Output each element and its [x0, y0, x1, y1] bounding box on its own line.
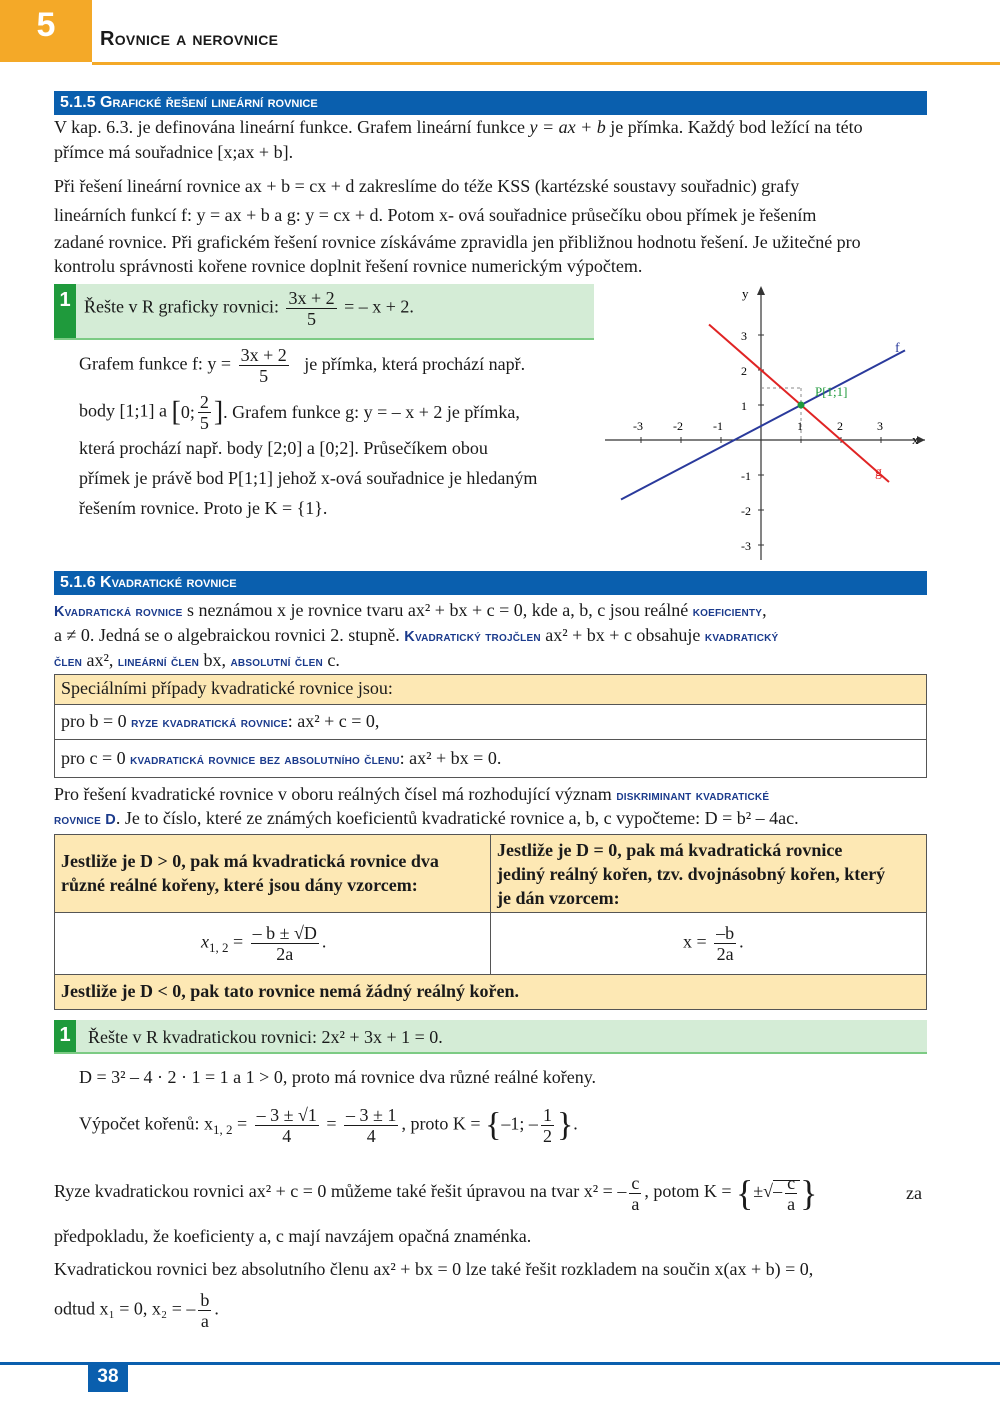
y-tick-label: -1 [741, 469, 751, 483]
special-cases-table [54, 674, 927, 778]
numerator: – b ± √D [252, 923, 317, 943]
text: –1; – [501, 1113, 538, 1134]
text: = – x + 2. [344, 296, 414, 317]
text: . [214, 1298, 219, 1319]
numerator: 3x + 2 [288, 288, 335, 308]
intersection-label: P[1;1] [815, 384, 848, 399]
denominator: 5 [199, 413, 209, 433]
text: V kap. 6.3. je definována lineární funkce. Grafem lineární funkce [54, 117, 530, 137]
text: pro b = 0 [61, 711, 132, 731]
denominator: 4 [366, 1126, 376, 1146]
text: , proto K = [401, 1113, 481, 1134]
text: x = [683, 931, 707, 952]
text: Ryze kvadratickou rovnici ax² + c = 0 můžeme také řešit úpravou na tvar x² = – [54, 1181, 627, 1202]
text: y = ax + b [529, 117, 606, 137]
term: ryze kvadratická rovnice [131, 715, 288, 731]
text: = [326, 1113, 337, 1134]
fraction [714, 923, 736, 964]
solution-line-1: D = 3² – 4 · 2 · 1 = 1 a 1 > 0, proto má rovnice dva různé reálné kořeny. [79, 1067, 597, 1087]
x-tick-label: 2 [837, 419, 843, 433]
solution-line-2: body [1;1] a [0; $\frac{2}{5}$ ]. Grafem funkce g: y = – x + 2 je přímka, [79, 392, 520, 433]
numerator: c [787, 1172, 796, 1193]
numerator: c [631, 1172, 640, 1193]
text: s neznámou x je rovnice tvaru ax² + bx + c = 0, kde a, b, c jsou reálné [182, 600, 693, 620]
text: . Je to číslo, které ze známých koeficientů kvadratické rovnice a, b, c vypočteme: D = b² – 4ac. [115, 808, 799, 828]
paragraph-quadratic-definition [54, 598, 927, 673]
text: a ≠ 0. Jedná se o algebraickou rovnici 2. stupně. [54, 625, 405, 645]
fraction [198, 392, 211, 433]
linear-graph [600, 280, 930, 565]
numerator: 1 [542, 1105, 552, 1125]
paragraph-discriminant [54, 782, 927, 830]
text: je přímka. Každý bod ležící na této [605, 117, 863, 137]
paragraph-linear-function [54, 115, 927, 165]
cell-d-negative: Jestliže je D < 0, pak tato rovnice nemá žádný reálný kořen. [55, 975, 926, 1009]
term: koeficienty [692, 604, 763, 620]
y-tick-label: -3 [741, 539, 751, 553]
denominator: 4 [282, 1126, 292, 1146]
footer-rule [0, 1362, 1000, 1365]
paragraph-graphical-solution [54, 172, 927, 278]
denominator: a [200, 1311, 209, 1331]
tail-line-2: předpokladu, že koeficienty a, c mají navzájem opačná znaménka. [54, 1226, 532, 1246]
y-tick-label: 1 [741, 399, 747, 413]
intersection-point [798, 402, 805, 409]
term: Kvadratická rovnice [54, 604, 183, 620]
fraction [286, 288, 336, 329]
denominator: 2 [542, 1126, 552, 1146]
term: rovnice D [54, 812, 116, 828]
x-axis-label: x [912, 432, 919, 447]
text: Pro řešení kvadratické rovnice v oboru reálných čísel má rozhodující význam [54, 784, 617, 804]
table-head: Speciálními případy kvadratické rovnice jsou: [55, 675, 926, 705]
text: ± [753, 1181, 764, 1202]
fraction [198, 1290, 211, 1331]
header-rule [92, 62, 1000, 65]
text-line: kontrolu správnosti kořene rovnice doplnit řešení rovnice numerickým výpočtem. [54, 256, 643, 276]
term: absolutní člen [230, 654, 323, 670]
term: člen [54, 654, 83, 670]
text: Grafem funkce f: y = [79, 353, 232, 374]
numerator: b [200, 1290, 210, 1310]
subscript: 1, 2 [209, 940, 229, 956]
chapter-title: Rovnice a nerovnice [100, 28, 279, 50]
text: Výpočet kořenů: x [79, 1113, 213, 1134]
text: 0; [180, 402, 195, 422]
numerator: – 3 ± 1 [346, 1105, 397, 1125]
ticks [633, 329, 883, 553]
example-task: Řešte v R kvadratickou rovnici: 2x² + 3x + 1 = 0. [88, 1027, 443, 1047]
denominator: a [787, 1193, 796, 1214]
text: : ax² + bx = 0. [399, 748, 502, 768]
solution-line-2: Výpočet kořenů: $x_{1, 2}$ = $\frac{- 3 \pm √1}{4}$ = $\frac{- 3 \pm 1}{4}$ , proto K = {–1; – $\frac{1}{2}$ }. [79, 1105, 578, 1146]
text: , potom K = [644, 1181, 732, 1202]
text-line: Při řešení lineární rovnice ax + b = cx + d zakreslíme do téže KSS (kartézské soustavy souřadnic) grafy [54, 176, 800, 196]
denominator: 5 [259, 366, 269, 386]
f-label: f [895, 341, 900, 356]
term: kvadratická rovnice bez absolutního členu [130, 752, 400, 768]
numerator: 2 [199, 392, 209, 412]
table-row [55, 705, 926, 740]
text: bx, [199, 650, 231, 670]
section-title-516: 5.1.6 Kvadratické rovnice [54, 571, 927, 595]
text: = [236, 1113, 248, 1134]
fraction [239, 345, 289, 386]
text-line: různé reálné kořeny, které jsou dány vzorcem: [61, 875, 418, 895]
x-tick-label: -3 [633, 419, 643, 433]
text-line: zadané rovnice. Při grafickém řešení rovnice získáváme zpravidla jen přibližnou hodnotu řešení. Je užitečné pro [54, 232, 861, 252]
text: ax², [82, 650, 118, 670]
text: je přímka, která prochází např. [304, 353, 526, 374]
term: kvadratický [704, 629, 779, 645]
fraction [344, 1105, 398, 1146]
cell-d-positive [55, 835, 491, 913]
x-tick-label: -2 [673, 419, 683, 433]
roots-table [54, 834, 927, 1010]
cell-d-zero [491, 835, 926, 913]
text-line: Jestliže je D > 0, pak má kvadratická rovnice dva [61, 851, 439, 871]
y-tick-label: 2 [741, 364, 747, 378]
solution-line-1 [79, 345, 525, 386]
solution-line-4: přímek je právě bod P[1;1] jehož x-ová souřadnice je hledaným [79, 468, 538, 488]
text: . Grafem funkce g: y = – x + 2 je přímka, [223, 402, 520, 422]
section-title-515: 5.1.5 Grafické řešení lineární rovnice [54, 91, 927, 115]
fraction [541, 1105, 554, 1146]
page-number: 38 [88, 1362, 128, 1392]
fraction [785, 1173, 797, 1214]
solution-line-3: která prochází např. body [2;0] a [0;2]. Průsečíkem obou [79, 438, 488, 458]
tail-word-za: za [906, 1183, 922, 1203]
numerator: 3x + 2 [240, 345, 287, 365]
fraction [251, 923, 319, 964]
y-axis-label: y [742, 286, 749, 301]
solution-line-5: řešením rovnice. Proto je K = {1}. [79, 498, 328, 518]
text: Řešte v R graficky rovnici: [84, 296, 279, 317]
text-line: lineárních funkcí f: y = ax + b a g: y = cx + d. Potom x- ová souřadnice průsečíku obou přímek je řešením [54, 205, 817, 225]
text: odtud x₁ = 0, x₂ = – [54, 1298, 196, 1319]
example-number: 1 [54, 1020, 76, 1052]
subscript: 1, 2 [212, 1122, 233, 1138]
text: ax² + bx + c obsahuje [540, 625, 705, 645]
text: – [773, 1181, 783, 1202]
chapter-number: 5 [36, 6, 56, 44]
tail-line-1: Ryze kvadratickou rovnici ax² + c = 0 můžeme také řešit úpravou na tvar x² = – $\frac{c}{a}$ , potom K = {±√– $\frac{c}{a}$ } [54, 1172, 818, 1214]
formula: x = $\frac{-b}{2a}$ . [683, 923, 744, 964]
text: body [1;1] a [79, 400, 167, 421]
denominator: a [631, 1193, 640, 1214]
y-tick-label: 3 [741, 329, 747, 343]
fraction [255, 1105, 319, 1146]
numerator: –b [716, 923, 735, 943]
term: diskriminant kvadratické [616, 788, 770, 804]
text-line: jediný reálný kořen, tzv. dvojnásobný kořen, který [497, 864, 886, 884]
x-tick-label: -1 [713, 419, 723, 433]
term: lineární člen [117, 654, 199, 670]
example-task [84, 288, 414, 329]
text: přímce má souřadnice [x;ax + b]. [54, 142, 294, 162]
denominator: 2a [716, 944, 734, 964]
formula: $x_{1, 2}$ = $\frac{- b \pm √D}{2a}$ . [201, 923, 327, 964]
cell-formula-two-roots [55, 913, 491, 975]
table-row [55, 740, 926, 777]
g-label: g [875, 465, 882, 480]
text-line: je dán vzorcem: [497, 888, 620, 908]
y-axis-arrow [757, 286, 765, 295]
fraction [629, 1173, 641, 1214]
text-line: Jestliže je D = 0, pak má kvadratická rovnice [497, 840, 843, 860]
text: : ax² + c = 0, [287, 711, 380, 731]
cell-formula-double-root [491, 913, 926, 975]
denominator: 2a [276, 944, 294, 964]
y-tick-label: -2 [741, 504, 751, 518]
x-tick-label: 1 [797, 419, 803, 433]
numerator: – 3 ± √1 [256, 1105, 317, 1125]
x-tick-label: 3 [877, 419, 883, 433]
term: Kvadratický trojčlen [404, 629, 541, 645]
tail-line-3: Kvadratickou rovnici bez absolutního členu ax² + bx = 0 lze také řešit rozkladem na součin x(ax + b) = 0, [54, 1259, 814, 1279]
tail-line-4 [54, 1290, 219, 1331]
denominator: 5 [307, 309, 317, 329]
text: pro c = 0 [61, 748, 131, 768]
text: x [201, 931, 209, 952]
example-number: 1 [54, 284, 76, 338]
text: , [762, 600, 767, 620]
text: c. [322, 650, 340, 670]
